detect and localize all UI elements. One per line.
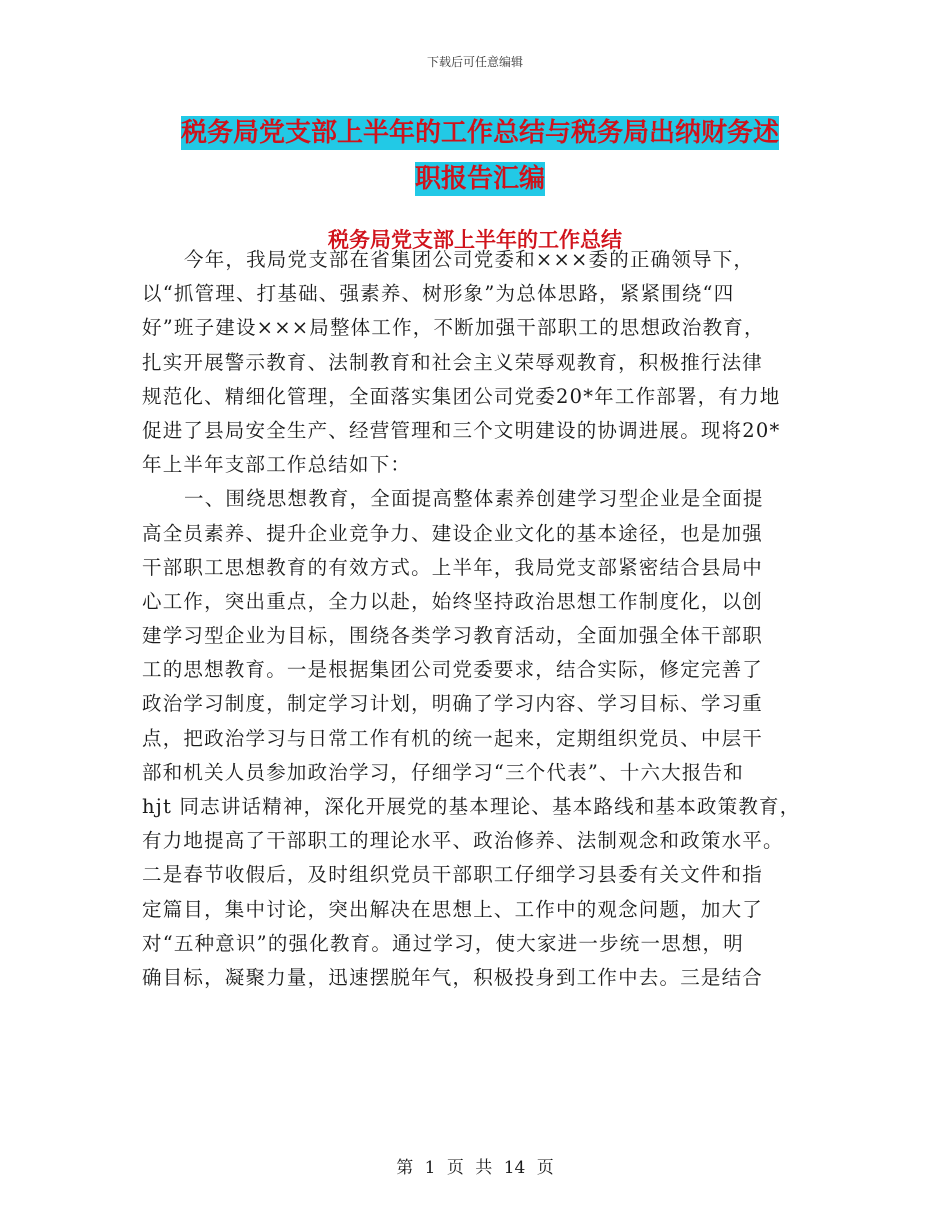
section-title: 税务局党支部上半年的工作总结	[328, 228, 622, 252]
paragraph-2-line-3: 干部职工思想教育的有效方式。上半年，我局党支部紧密结合县局中	[142, 555, 764, 579]
paragraph-2-line-15: 确目标，凝聚力量，迅速摆脱年气，积极投身到工作中去。三是结合	[142, 965, 764, 989]
paragraph-1-line-3: 好”班子建设×××局整体工作，不断加强干部职工的思想政治教育，	[142, 316, 765, 340]
paragraph-2-line-11: 有力地提高了干部职工的理论水平、政治修养、法制观念和政策水平。	[142, 829, 784, 853]
document-title-line-2: 职报告汇编	[414, 164, 545, 194]
paragraph-2-line-2: 高全员素养、提升企业竞争力、建设企业文化的基本途径，也是加强	[142, 521, 764, 545]
paragraph-2-line-12: 二是春节收假后，及时组织党员干部职工仔细学习县委有关文件和指	[142, 863, 764, 887]
page-number-footer: 第 1 页 共 14 页	[396, 1158, 554, 1178]
paragraph-1-line-4: 扎实开展警示教育、法制教育和社会主义荣辱观教育，积极推行法律	[142, 350, 764, 374]
paragraph-2-line-7: 政治学习制度，制定学习计划，明确了学习内容、学习目标、学习重	[142, 692, 764, 716]
paragraph-2-line-4: 心工作，突出重点，全力以赴，始终坚持政治思想工作制度化，以创	[142, 589, 764, 613]
paragraph-2-line-1: 一、围绕思想教育，全面提高整体素养创建学习型企业是全面提	[184, 487, 764, 511]
paragraph-2-line-5: 建学习型企业为目标，围绕各类学习教育活动，全面加强全体干部职	[142, 624, 764, 648]
paragraph-2-line-9: 部和机关人员参加政治学习，仔细学习“三个代表”、十六大报告和	[142, 760, 744, 784]
paragraph-2-line-14: 对“五种意识”的强化教育。通过学习，使大家进一步统一思想，明	[142, 931, 744, 955]
paragraph-1-line-2: 以“抓管理、打基础、强素养、树形象”为总体思路，紧紧围绕“四	[142, 282, 735, 306]
paragraph-2-line-6: 工的思想教育。一是根据集团公司党委要求，结合实际，修定完善了	[142, 658, 764, 682]
header-note: 下载后可任意编辑	[426, 55, 523, 69]
paragraph-1-line-5: 规范化、精细化管理，全面落实集团公司党委20*年工作部署，有力地	[142, 384, 781, 408]
paragraph-2-line-8: 点，把政治学习与日常工作有机的统一起来，定期组织党员、中层干	[142, 726, 764, 750]
body-text	[142, 243, 822, 995]
document-title-line-1: 税务局党支部上半年的工作总结与税务局出纳财务述	[180, 118, 779, 148]
paragraph-1-line-6: 促进了县局安全生产、经营管理和三个文明建设的协调进展。现将20*	[142, 418, 781, 442]
paragraph-1-line-1: 今年，我局党支部在省集团公司党委和×××委的正确领导下，	[184, 248, 755, 271]
paragraph-2-line-13: 定篇目，集中讨论，突出解决在思想上、工作中的观念问题，加大了	[142, 897, 764, 921]
document-title	[140, 110, 820, 202]
paragraph-2-line-10: hjt 同志讲话精神，深化开展党的基本理论、基本路线和基本政策教育，	[142, 795, 801, 818]
paragraph-1-line-7: 年上半年支部工作总结如下：	[142, 453, 412, 477]
